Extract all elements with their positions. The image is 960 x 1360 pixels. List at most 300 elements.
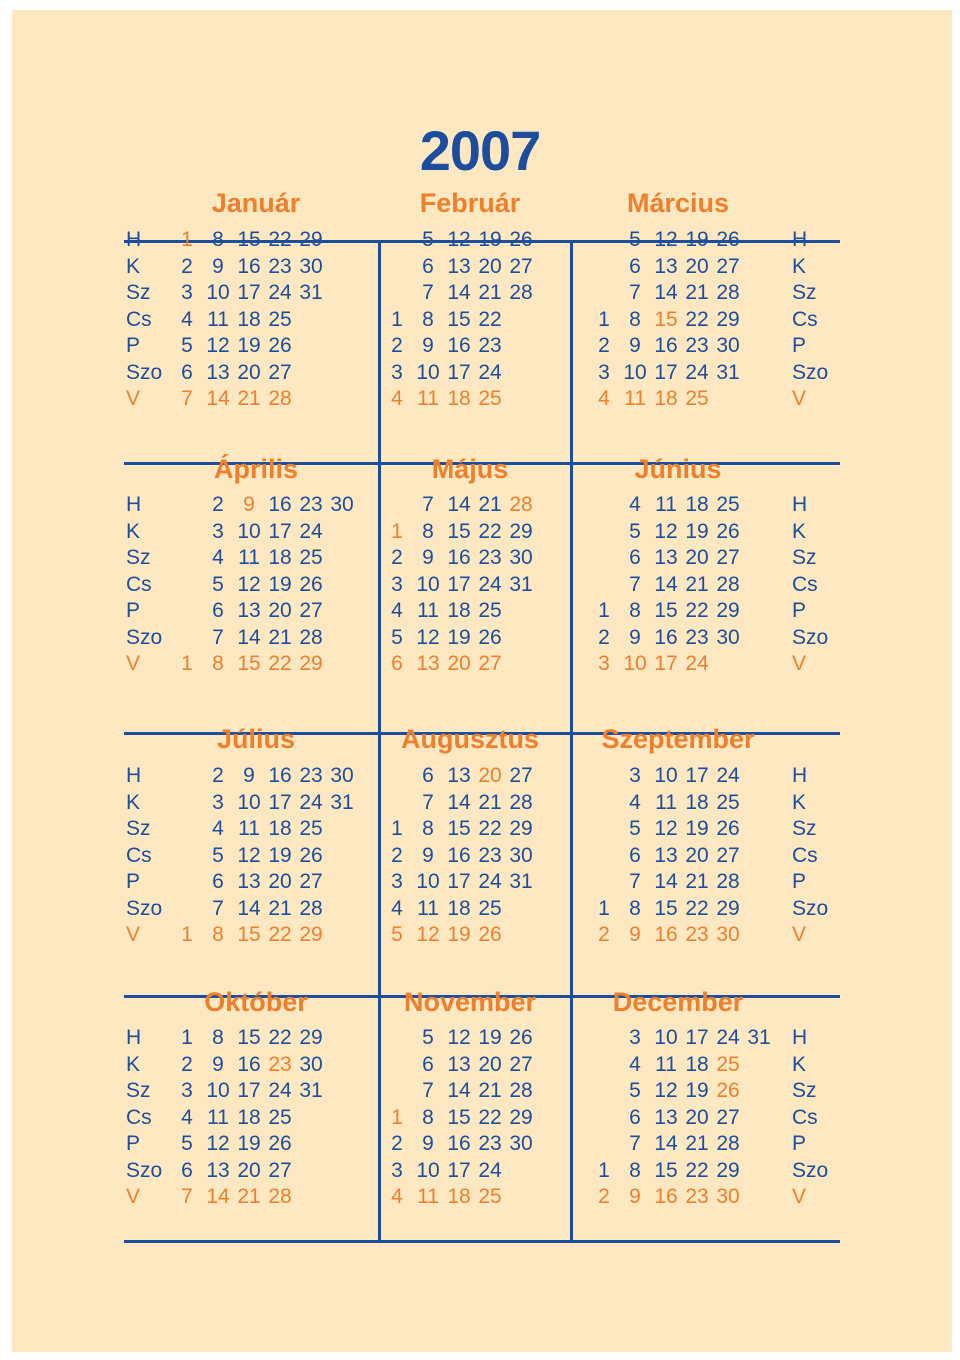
day-cell: 27 — [268, 360, 292, 384]
day-cell: 5 — [422, 228, 434, 251]
day-cell: 17 — [237, 281, 261, 304]
day-cell: 22 — [268, 652, 292, 675]
day-cell: 30 — [509, 1132, 533, 1155]
day-cell: 21 — [478, 790, 502, 814]
day-cell: 14 — [654, 870, 678, 893]
day-cell: 20 — [685, 546, 709, 569]
day-cell: 3 — [391, 1158, 403, 1182]
day-cell: 24 — [478, 360, 502, 384]
day-cell: 24 — [716, 764, 740, 787]
column-divider — [570, 995, 573, 1240]
day-cell: 7 — [629, 572, 641, 596]
day-cell: 8 — [629, 307, 641, 331]
day-cell: 2 — [598, 334, 610, 357]
day-cell: 16 — [268, 764, 292, 787]
day-cell: 25 — [268, 1105, 292, 1129]
day-cell: 1 — [181, 652, 193, 675]
day-cell: 19 — [447, 625, 471, 649]
day-cell: 17 — [654, 652, 678, 675]
day-cell: 4 — [391, 387, 403, 410]
weekday-label-left: Szo — [126, 625, 163, 649]
day-cell: 10 — [416, 572, 440, 596]
day-cell: 11 — [417, 599, 439, 622]
day-cell: 9 — [629, 923, 641, 946]
day-cell: 3 — [598, 652, 610, 675]
day-cell: 2 — [391, 843, 403, 867]
day-cell: 22 — [268, 923, 292, 946]
day-cell: 10 — [206, 1079, 230, 1102]
day-cell: 8 — [212, 1026, 224, 1049]
day-cell: 9 — [422, 1132, 434, 1155]
day-cell: 29 — [509, 817, 533, 840]
month-title: Augusztus — [401, 724, 539, 754]
day-cell: 15 — [447, 307, 471, 331]
month-title: Július — [216, 724, 296, 754]
weekday-label-right: Cs — [792, 843, 818, 867]
day-cell: 19 — [237, 334, 261, 357]
day-cell: 3 — [629, 764, 641, 787]
weekday-label-left: P — [126, 870, 141, 893]
day-cell: 18 — [447, 387, 471, 410]
day-cell: 17 — [268, 790, 292, 814]
day-cell: 23 — [478, 1132, 502, 1155]
weekday-label-left: Cs — [126, 572, 152, 596]
weekday-label-right: Sz — [792, 1079, 817, 1102]
day-cell: 12 — [447, 1026, 471, 1049]
day-cell: 25 — [268, 307, 292, 331]
day-cell: 23 — [685, 923, 709, 946]
day-cell: 21 — [237, 387, 261, 410]
day-cell: 5 — [181, 1132, 193, 1155]
day-cell: 18 — [237, 1105, 261, 1129]
day-cell: 20 — [685, 1105, 709, 1129]
day-cell: 1 — [181, 923, 193, 946]
day-cell: 20 — [685, 843, 709, 867]
day-cell: 20 — [268, 599, 292, 622]
month-title: Június — [634, 454, 722, 484]
day-cell: 29 — [509, 519, 533, 543]
day-cell: 17 — [654, 360, 678, 384]
day-cell: 9 — [629, 625, 641, 649]
day-cell: 22 — [478, 519, 502, 543]
day-cell: 19 — [685, 228, 709, 251]
weekday-label-right: P — [792, 1132, 807, 1155]
day-cell: 17 — [237, 1079, 261, 1102]
day-cell: 14 — [237, 896, 261, 920]
day-cell: 1 — [391, 817, 403, 840]
day-cell: 27 — [478, 652, 502, 675]
day-cell: 5 — [212, 843, 224, 867]
day-cell: 6 — [422, 1052, 434, 1076]
day-cell: 18 — [654, 387, 678, 410]
day-cell: 29 — [299, 1026, 323, 1049]
day-cell: 26 — [478, 923, 502, 946]
weekday-label-right: Szo — [792, 625, 829, 649]
day-cell: 12 — [654, 228, 678, 251]
day-cell: 29 — [716, 599, 740, 622]
day-cell: 10 — [623, 360, 647, 384]
day-cell: 11 — [207, 1105, 229, 1129]
weekday-label-left: Szo — [126, 1158, 163, 1182]
day-cell: 23 — [685, 334, 709, 357]
day-cell: 2 — [391, 334, 403, 357]
month-title: Május — [431, 454, 509, 484]
day-cell: 10 — [623, 652, 647, 675]
day-cell: 31 — [716, 360, 740, 384]
day-cell: 3 — [598, 360, 610, 384]
day-cell: 2 — [598, 923, 610, 946]
day-cell: 27 — [716, 546, 740, 569]
day-cell: 13 — [654, 1105, 678, 1129]
day-cell: 23 — [299, 493, 323, 516]
day-cell: 10 — [237, 790, 261, 814]
day-cell: 1 — [598, 896, 610, 920]
day-cell: 13 — [654, 546, 678, 569]
day-cell: 8 — [629, 1158, 641, 1182]
weekday-label-left: H — [126, 493, 142, 516]
day-cell: 5 — [391, 625, 403, 649]
day-cell: 13 — [447, 1052, 471, 1076]
day-cell: 10 — [237, 519, 261, 543]
day-cell: 25 — [478, 599, 502, 622]
day-cell: 31 — [509, 572, 533, 596]
day-cell: 6 — [422, 254, 434, 278]
day-cell: 7 — [212, 625, 224, 649]
day-cell: 14 — [447, 790, 471, 814]
column-divider — [570, 462, 573, 732]
day-cell: 17 — [447, 870, 471, 893]
day-cell: 28 — [509, 493, 533, 516]
year-title: 2007 — [419, 119, 541, 182]
weekday-label-left: V — [126, 652, 141, 675]
day-cell: 17 — [685, 1026, 709, 1049]
day-cell: 6 — [181, 360, 193, 384]
day-cell: 11 — [207, 307, 229, 331]
day-cell: 13 — [416, 652, 440, 675]
day-cell: 14 — [654, 1132, 678, 1155]
day-cell: 3 — [181, 281, 193, 304]
day-cell: 21 — [268, 625, 292, 649]
day-cell: 2 — [391, 546, 403, 569]
day-cell: 29 — [509, 1105, 533, 1129]
month-title: Október — [204, 987, 308, 1017]
day-cell: 28 — [716, 1132, 740, 1155]
day-cell: 19 — [268, 843, 292, 867]
day-cell: 7 — [422, 493, 434, 516]
day-cell: 4 — [629, 1052, 641, 1076]
day-cell: 1 — [181, 1026, 193, 1049]
day-cell: 1 — [391, 307, 403, 331]
day-cell: 23 — [268, 1052, 292, 1076]
day-cell: 4 — [391, 896, 403, 920]
day-cell: 3 — [212, 790, 224, 814]
day-cell: 27 — [268, 1158, 292, 1182]
day-cell: 22 — [268, 1026, 292, 1049]
day-cell: 5 — [629, 817, 641, 840]
month-title: Szeptember — [601, 724, 755, 754]
day-cell: 2 — [181, 1052, 193, 1076]
day-cell: 2 — [598, 1185, 610, 1208]
day-cell: 23 — [478, 334, 502, 357]
day-cell: 18 — [268, 817, 292, 840]
day-cell: 27 — [716, 1105, 740, 1129]
day-cell: 17 — [447, 1158, 471, 1182]
day-cell: 15 — [237, 652, 261, 675]
day-cell: 4 — [181, 307, 193, 331]
day-cell: 9 — [629, 334, 641, 357]
day-cell: 28 — [268, 387, 292, 410]
day-cell: 9 — [212, 254, 224, 278]
day-cell: 5 — [629, 519, 641, 543]
day-cell: 6 — [629, 546, 641, 569]
day-cell: 11 — [238, 817, 260, 840]
day-cell: 15 — [237, 923, 261, 946]
day-cell: 26 — [509, 228, 533, 251]
day-cell: 30 — [299, 254, 323, 278]
day-cell: 5 — [181, 334, 193, 357]
day-cell: 7 — [629, 1132, 641, 1155]
day-cell: 24 — [299, 519, 323, 543]
weekday-label-left: Sz — [126, 546, 151, 569]
day-cell: 20 — [478, 764, 502, 787]
day-cell: 18 — [268, 546, 292, 569]
day-cell: 22 — [268, 228, 292, 251]
day-cell: 20 — [268, 870, 292, 893]
day-cell: 17 — [685, 764, 709, 787]
day-cell: 2 — [391, 1132, 403, 1155]
day-cell: 3 — [629, 1026, 641, 1049]
day-cell: 6 — [629, 1105, 641, 1129]
day-cell: 2 — [598, 625, 610, 649]
day-cell: 22 — [685, 599, 709, 622]
day-cell: 23 — [268, 254, 292, 278]
day-cell: 13 — [447, 764, 471, 787]
day-cell: 26 — [478, 625, 502, 649]
weekday-label-left: Cs — [126, 843, 152, 867]
day-cell: 9 — [243, 764, 255, 787]
day-cell: 11 — [655, 493, 677, 516]
day-cell: 18 — [237, 307, 261, 331]
day-cell: 3 — [391, 572, 403, 596]
month-title: Március — [626, 188, 730, 218]
weekday-label-left: P — [126, 599, 141, 622]
day-cell: 7 — [422, 1079, 434, 1102]
day-cell: 16 — [447, 1132, 471, 1155]
day-cell: 11 — [655, 790, 677, 814]
day-cell: 4 — [391, 1185, 403, 1208]
day-cell: 28 — [509, 281, 533, 304]
day-cell: 21 — [268, 896, 292, 920]
day-cell: 5 — [212, 572, 224, 596]
day-cell: 9 — [422, 546, 434, 569]
column-divider — [378, 995, 381, 1240]
weekday-label-left: K — [126, 519, 141, 543]
day-cell: 14 — [237, 625, 261, 649]
weekday-label-left: K — [126, 790, 141, 814]
day-cell: 31 — [509, 870, 533, 893]
day-cell: 17 — [447, 360, 471, 384]
day-cell: 16 — [447, 546, 471, 569]
day-cell: 19 — [478, 228, 502, 251]
day-cell: 12 — [416, 625, 440, 649]
day-cell: 29 — [716, 896, 740, 920]
day-cell: 30 — [509, 843, 533, 867]
day-cell: 1 — [598, 1158, 610, 1182]
day-cell: 25 — [299, 817, 323, 840]
day-cell: 15 — [447, 1105, 471, 1129]
day-cell: 1 — [391, 519, 403, 543]
day-cell: 27 — [716, 843, 740, 867]
day-cell: 1 — [598, 599, 610, 622]
day-cell: 11 — [417, 387, 439, 410]
day-cell: 21 — [685, 281, 709, 304]
day-cell: 3 — [391, 360, 403, 384]
day-cell: 29 — [299, 923, 323, 946]
weekday-label-left: K — [126, 1052, 141, 1076]
day-cell: 30 — [716, 334, 740, 357]
day-cell: 26 — [268, 334, 292, 357]
weekday-label-left: Szo — [126, 360, 163, 384]
day-cell: 21 — [237, 1185, 261, 1208]
day-cell: 4 — [391, 599, 403, 622]
day-cell: 10 — [654, 764, 678, 787]
day-cell: 14 — [447, 1079, 471, 1102]
day-cell: 7 — [629, 281, 641, 304]
day-cell: 16 — [447, 334, 471, 357]
day-cell: 21 — [478, 493, 502, 516]
day-cell: 8 — [422, 1105, 434, 1129]
weekday-label-right: V — [792, 387, 807, 410]
day-cell: 24 — [299, 790, 323, 814]
day-cell: 6 — [212, 870, 224, 893]
weekday-label-right: V — [792, 923, 807, 946]
day-cell: 27 — [509, 764, 533, 787]
day-cell: 3 — [212, 519, 224, 543]
weekday-label-left: H — [126, 228, 142, 251]
day-cell: 8 — [422, 817, 434, 840]
day-cell: 9 — [629, 1185, 641, 1208]
weekday-label-right: P — [792, 334, 807, 357]
day-cell: 25 — [716, 1052, 740, 1076]
month-title: Április — [213, 454, 299, 484]
day-cell: 12 — [654, 519, 678, 543]
day-cell: 3 — [181, 1079, 193, 1102]
day-cell: 26 — [299, 572, 323, 596]
day-cell: 14 — [447, 281, 471, 304]
day-cell: 13 — [654, 254, 678, 278]
weekday-label-right: Sz — [792, 281, 817, 304]
day-cell: 14 — [206, 1185, 230, 1208]
day-cell: 21 — [685, 1132, 709, 1155]
day-cell: 7 — [422, 281, 434, 304]
weekday-label-left: H — [126, 764, 142, 787]
day-cell: 30 — [330, 493, 354, 516]
column-divider — [378, 732, 381, 995]
day-cell: 2 — [181, 254, 193, 278]
weekday-label-right: Cs — [792, 1105, 818, 1129]
day-cell: 4 — [629, 790, 641, 814]
day-cell: 27 — [299, 599, 323, 622]
day-cell: 31 — [299, 281, 323, 304]
day-cell: 19 — [685, 519, 709, 543]
day-cell: 19 — [478, 1026, 502, 1049]
day-cell: 28 — [509, 790, 533, 814]
weekday-label-left: V — [126, 923, 141, 946]
month-title: December — [612, 987, 744, 1017]
day-cell: 29 — [299, 228, 323, 251]
day-cell: 6 — [629, 254, 641, 278]
day-cell: 9 — [422, 334, 434, 357]
day-cell: 13 — [237, 599, 261, 622]
weekday-label-right: Szo — [792, 360, 829, 384]
month-title: November — [403, 987, 537, 1017]
day-cell: 4 — [212, 817, 224, 840]
day-cell: 6 — [391, 652, 403, 675]
day-cell: 26 — [716, 817, 740, 840]
weekday-label-right: Cs — [792, 572, 818, 596]
day-cell: 20 — [478, 254, 502, 278]
day-cell: 20 — [478, 1052, 502, 1076]
weekday-label-right: H — [792, 228, 808, 251]
day-cell: 27 — [509, 254, 533, 278]
day-cell: 21 — [478, 1079, 502, 1102]
day-cell: 28 — [716, 870, 740, 893]
day-cell: 28 — [299, 625, 323, 649]
day-cell: 12 — [416, 923, 440, 946]
day-cell: 12 — [654, 817, 678, 840]
day-cell: 16 — [237, 254, 261, 278]
day-cell: 24 — [478, 1158, 502, 1182]
weekday-label-left: V — [126, 387, 141, 410]
day-cell: 11 — [417, 896, 439, 920]
day-cell: 26 — [268, 1132, 292, 1155]
day-cell: 23 — [299, 764, 323, 787]
day-cell: 17 — [447, 572, 471, 596]
day-cell: 15 — [654, 1158, 678, 1182]
day-cell: 24 — [268, 281, 292, 304]
day-cell: 11 — [655, 1052, 677, 1076]
day-cell: 10 — [416, 1158, 440, 1182]
day-cell: 26 — [299, 843, 323, 867]
month-title: Január — [211, 188, 301, 218]
day-cell: 30 — [716, 1185, 740, 1208]
day-cell: 22 — [685, 1158, 709, 1182]
day-cell: 23 — [478, 546, 502, 569]
day-cell: 28 — [509, 1079, 533, 1102]
day-cell: 1 — [391, 1105, 403, 1129]
weekday-label-right: P — [792, 870, 807, 893]
weekday-label-right: P — [792, 599, 807, 622]
day-cell: 8 — [422, 307, 434, 331]
day-cell: 16 — [654, 923, 678, 946]
bottom-rule — [124, 1240, 840, 1243]
day-cell: 19 — [685, 1079, 709, 1102]
day-cell: 6 — [181, 1158, 193, 1182]
day-cell: 22 — [478, 1105, 502, 1129]
day-cell: 25 — [716, 790, 740, 814]
day-cell: 8 — [629, 896, 641, 920]
day-cell: 14 — [654, 572, 678, 596]
day-cell: 25 — [478, 387, 502, 410]
weekday-label-left: Cs — [126, 1105, 152, 1129]
day-cell: 14 — [447, 493, 471, 516]
day-cell: 5 — [422, 1026, 434, 1049]
day-cell: 28 — [268, 1185, 292, 1208]
day-cell: 15 — [447, 519, 471, 543]
day-cell: 22 — [478, 307, 502, 331]
day-cell: 6 — [629, 843, 641, 867]
day-cell: 7 — [212, 896, 224, 920]
